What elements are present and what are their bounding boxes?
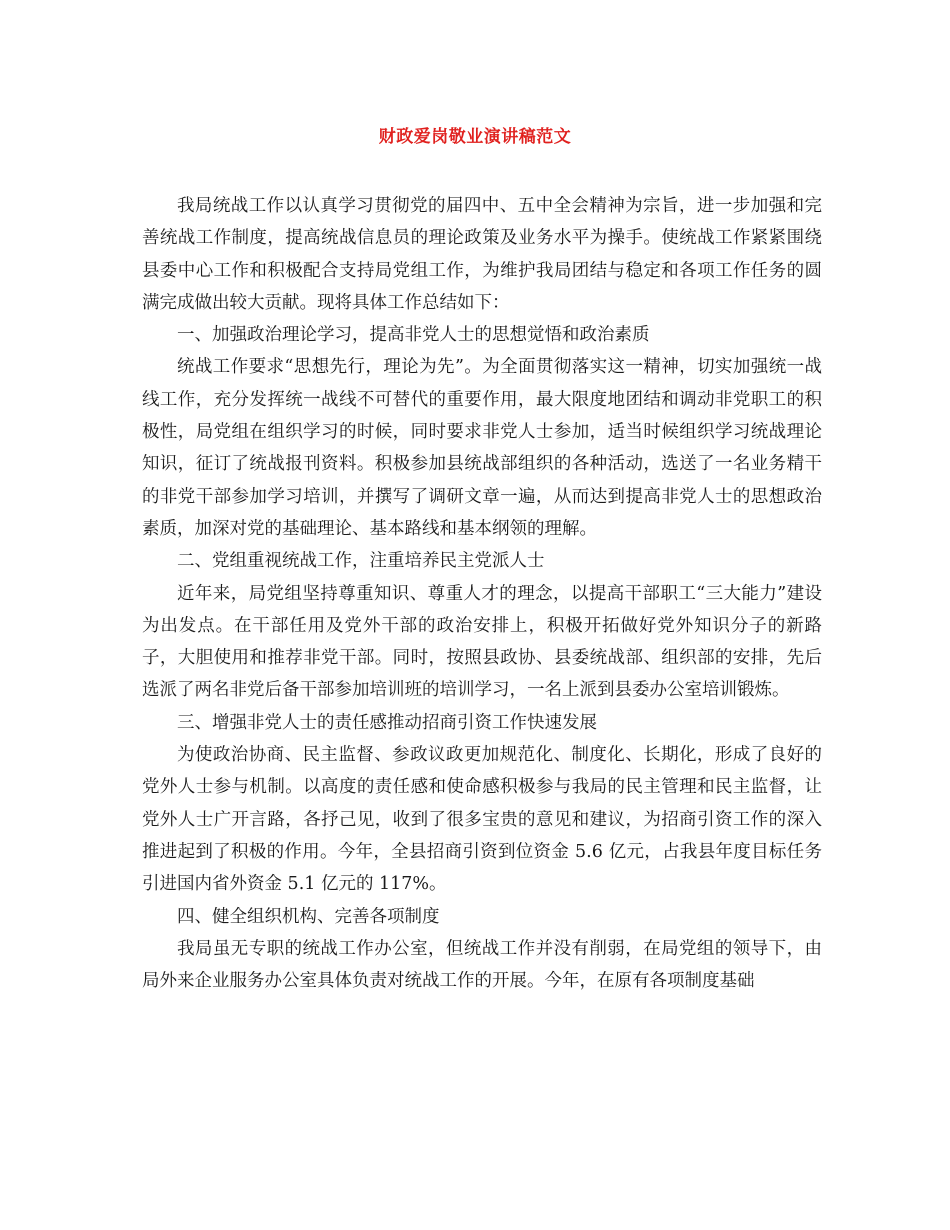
paragraph-intro: 我局统战工作以认真学习贯彻党的届四中、五中全会精神为宗旨，进一步加强和完善统战工作制度，提高统战信息员的理论政策及业务水平为操手。使统战工作紧紧围绕县委中心工作和积极配合支持局党组工作，为维护我局团结与稳定和各项工作任务的圆满完成做出较大贡献。现将具体工作总结如下： [142,196,822,313]
section-heading-4: 四、健全组织机构、完善各项制度 [177,906,440,927]
section-heading-3: 三、增强非党人士的责任感推动招商引资工作快速发展 [177,712,597,733]
paragraph-section-3: 为使政治协商、民主监督、参政议政更加规范化、制度化、长期化，形成了良好的党外人士参与机制。以高度的责任感和使命感积极参与我局的民主管理和民主监督，让党外人士广开言路，各抒己见，收到了很多宝贵的意见和建议，为招商引资工作的深入推进起到了积极的作用。今年，全县招商引资到位资金 5.6 亿元，占我县年度目标任务引进国内省外资金 5.1 亿元的 117%。 [142,745,822,895]
paragraph-section-1: 统战工作要求“思想先行，理论为先”。为全面贯彻落实这一精神，切实加强统一战线工作，充分发挥统一战线不可替代的重要作用，最大限度地团结和调动非党职工的积极性，局党组在组织学习的时候，同时要求非党人士参加，适当时候组织学习统战理论知识，征订了统战报刊资料。积极参加县统战部组织的各种活动，选送了一名业务精干的非党干部参加学习培训，并撰写了调研文章一遍，从而达到提高非党人士的思想政治素质，加深对党的基础理论、基本路线和基本纲领的理解。 [142,357,822,539]
paragraph-section-2: 近年来，局党组坚持尊重知识、尊重人才的理念，以提高干部职工“三大能力”建设为出发点。在干部任用及党外干部的政治安排上，积极开拓做好党外知识分子的新路子，大胆使用和推荐非党干部。同时，按照县政协、县委统战部、组织部的安排，先后选派了两名非党后备干部参加培训班的培训学习，一名上派到县委办公室培训锻炼。 [142,583,822,701]
document-body [142,190,822,997]
section-heading-1: 一、加强政治理论学习，提高非党人士的思想觉悟和政治素质 [177,325,650,346]
document-title: 财政爱岗敬业演讲稿范文 [378,127,572,147]
section-heading-2: 二、党组重视统战工作，注重培养民主党派人士 [177,551,545,572]
paragraph-section-4: 我局虽无专职的统战工作办公室，但统战工作并没有削弱，在局党组的领导下，由局外来企业服务办公室具体负责对统战工作的开展。今年，在原有各项制度基础 [142,938,822,992]
